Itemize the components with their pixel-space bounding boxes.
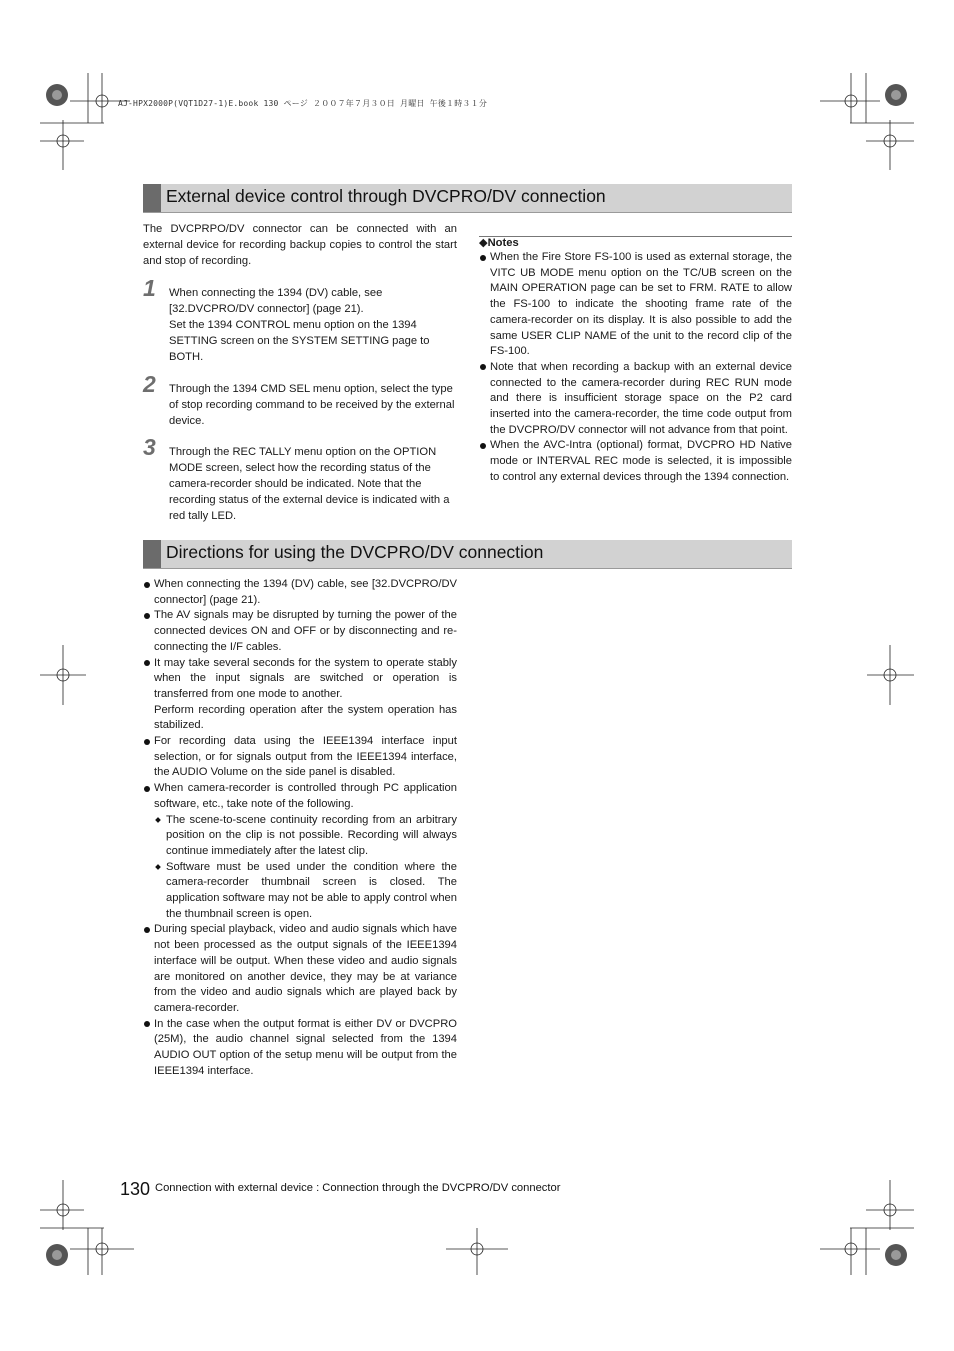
direction-item: When camera-recorder is controlled through PC application software, etc., take note of the following. [143,781,457,812]
notes-list [479,250,792,486]
direction-subitem: The scene-to-scene continuity recording from an arbitrary position on the clip is not possible. Recording will always continue immediately after the latest clip. [154,813,457,860]
section-heading-directions [143,540,792,569]
step-text-line: When connecting the 1394 (DV) cable, see [32.DVCPRO/DV connector] (page 21). [169,287,383,315]
direction-item: The AV signals may be disrupted by turning the power of the connected devices ON and OFF or by disconnecting and re-connecting the I/F cables. [143,608,457,655]
direction-item [143,656,457,735]
direction-item-text: It may take several seconds for the system to operate stably when the input signals are switched or operation is transferred from one mode to another. [154,656,457,700]
notes-heading: ◆Notes [479,237,519,249]
note-item: Note that when recording a backup with an external device connected to the camera-recorder during REC RUN mode and there is insufficient storage space on the P2 card inserted into the camera-recorder, the time code output from the DVCPRO/DV connector will not advance from that point. [479,360,792,439]
directions-list [143,577,457,1080]
step-text: Through the REC TALLY menu option on the OPTION MODE screen, select how the recording status of the camera-recorder should be indicated. Note that the recording status of the external device is indicated with a red tally LED. [169,446,450,522]
notes-divider [479,236,792,237]
step-number: 3 [143,434,156,460]
direction-item: During special playback, video and audio signals which have not been processed as the output signals of the IEEE1394 interface will be output. When these video and audio signals are monitored on another device, they may be at variance from the video and audio signals which are played back by camera-recorder. [143,922,457,1016]
footer-text: Connection with external device : Connection through the DVCPRO/DV connector [155,1182,561,1194]
section-heading-external-control [143,184,792,213]
direction-item: For recording data using the IEEE1394 interface input selection, or for signals output from the IEEE1394 interface, the AUDIO Volume on the side panel is disabled. [143,734,457,781]
step-text [169,285,457,365]
step-text-line: Set the 1394 CONTROL menu option on the 1394 SETTING screen on the SYSTEM SETTING page to BOTH. [169,319,430,363]
section-tab-marker [143,184,161,212]
section-title: External device control through DVCPRO/DV connection [166,186,606,206]
direction-item: In the case when the output format is either DV or DVCPRO (25M), the audio channel signal selected from the 1394 AUDIO OUT option of the setup menu will be output from the IEEE1394 interface. [143,1017,457,1080]
step-number: 2 [143,371,156,397]
direction-item-text: Perform recording operation after the system operation has stabilized. [154,703,457,732]
direction-item: When connecting the 1394 (DV) cable, see [32.DVCPRO/DV connector] (page 21). [143,577,457,608]
note-item: When the Fire Store FS-100 is used as external storage, the VITC UB MODE menu option on the TC/UB screen on the MAIN OPERATION page can be set to FRM. RATE to allow the FS-100 to indicate the shooting frame rate of the camera-recorder on its display. It is also possible to add the same USER CLIP NAME of the unit to the record clip of the FS-100. [479,250,792,360]
direction-subitem: Software must be used under the condition where the camera-recorder thumbnail screen is closed. The application software may not be able to apply control when the thumbnail screen is open. [154,860,457,923]
section-tab-marker [143,540,161,568]
page-number: 130 [120,1179,151,1199]
section-title: Directions for using the DVCPRO/DV connection [166,542,544,562]
intro-paragraph: The DVCPRPO/DV connector can be connected with an external device for recording backup copies to control the start and stop of recording. [143,223,457,267]
step-text: Through the 1394 CMD SEL menu option, select the type of stop recording command to be received by the external device. [169,383,455,427]
print-info-line: AJ-HPX2000P(VQT1D27-1)E.book 130 ページ ２００７年７月３０日 月曜日 午後１時３１分 [118,99,488,108]
note-item: When the AVC-Intra (optional) format, DVCPRO HD Native mode or INTERVAL REC mode is selected, it is impossible to control any external devices through the 1394 connection. [479,438,792,485]
step-number: 1 [143,275,156,301]
